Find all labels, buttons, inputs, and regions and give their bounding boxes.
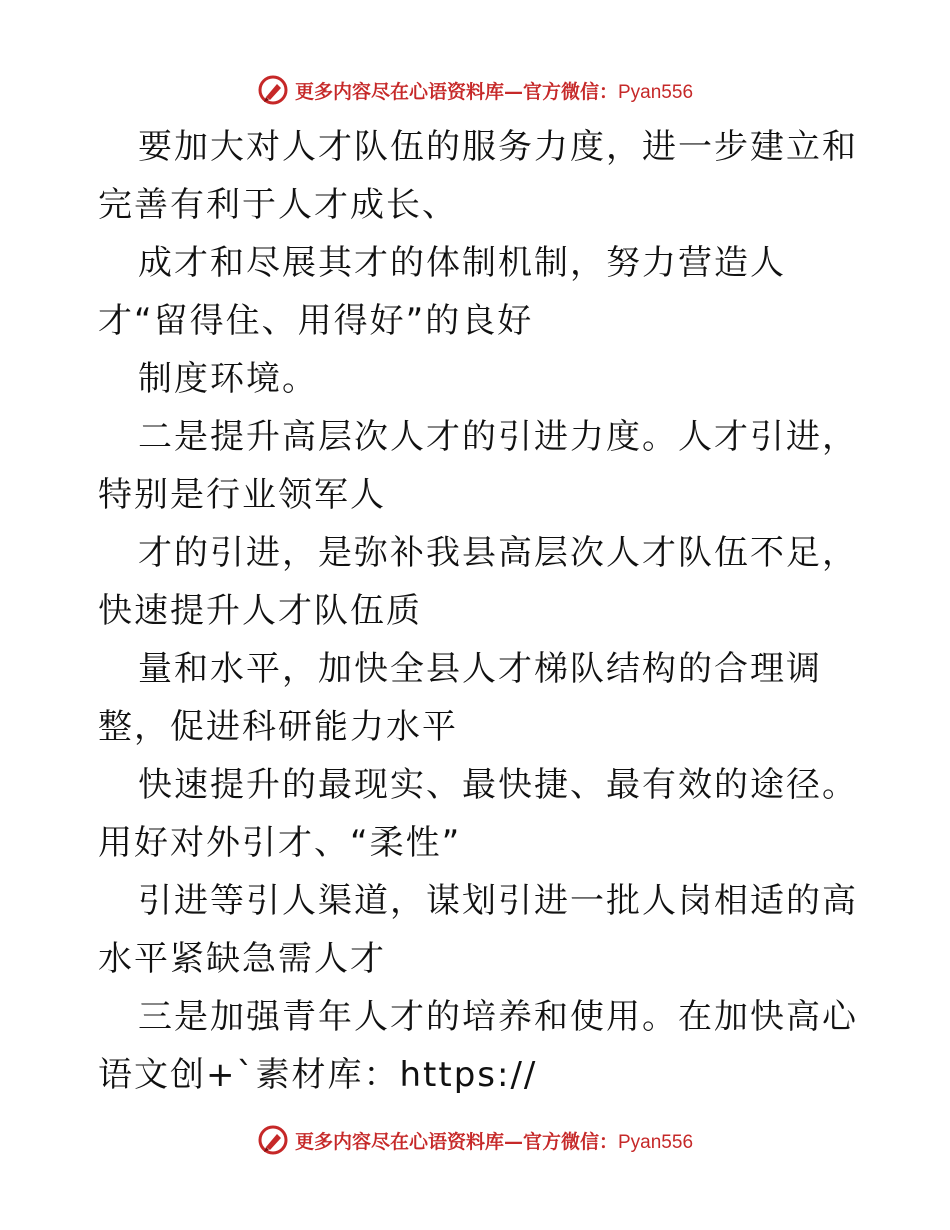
paragraph: 量和水平，加快全县人才梯队结构的合理调整，促进科研能力水平 (98, 649, 822, 747)
pen-logo-icon (257, 1124, 289, 1156)
paragraph: 成才和尽展其才的体制机制，努力营造人才“留得住、用得好”的良好 (98, 243, 786, 341)
paragraph: 要加大对人才队伍的服务力度，进一步建立和完善有利于人才成长、 (98, 127, 858, 225)
wechat-id: Pyan556 (618, 81, 694, 103)
footer-banner (0, 1120, 950, 1160)
paragraph: 三是加强青年人才的培养和使用。在加快高心语文创+`素材库：https:// (98, 997, 858, 1095)
banner-text: 更多内容尽在心语资料库—官方微信：Pyan556 (294, 1130, 694, 1153)
paragraph: 制度环境。 (138, 359, 318, 399)
wechat-id: Pyan556 (618, 1131, 694, 1153)
document-body (98, 118, 858, 1104)
pen-logo-icon (257, 74, 289, 106)
paragraph: 才的引进，是弥补我县高层次人才队伍不足，快速提升人才队伍质 (98, 533, 858, 631)
header-banner (0, 70, 950, 110)
paragraph: 二是提升高层次人才的引进力度。人才引进，特别是行业领军人 (98, 417, 858, 515)
paragraph: 引进等引人渠道，谋划引进一批人岗相适的高水平紧缺急需人才 (98, 881, 858, 979)
banner-text: 更多内容尽在心语资料库—官方微信：Pyan556 (294, 80, 694, 103)
paragraph: 快速提升的最现实、最快捷、最有效的途径。用好对外引才、“柔性” (98, 765, 858, 863)
